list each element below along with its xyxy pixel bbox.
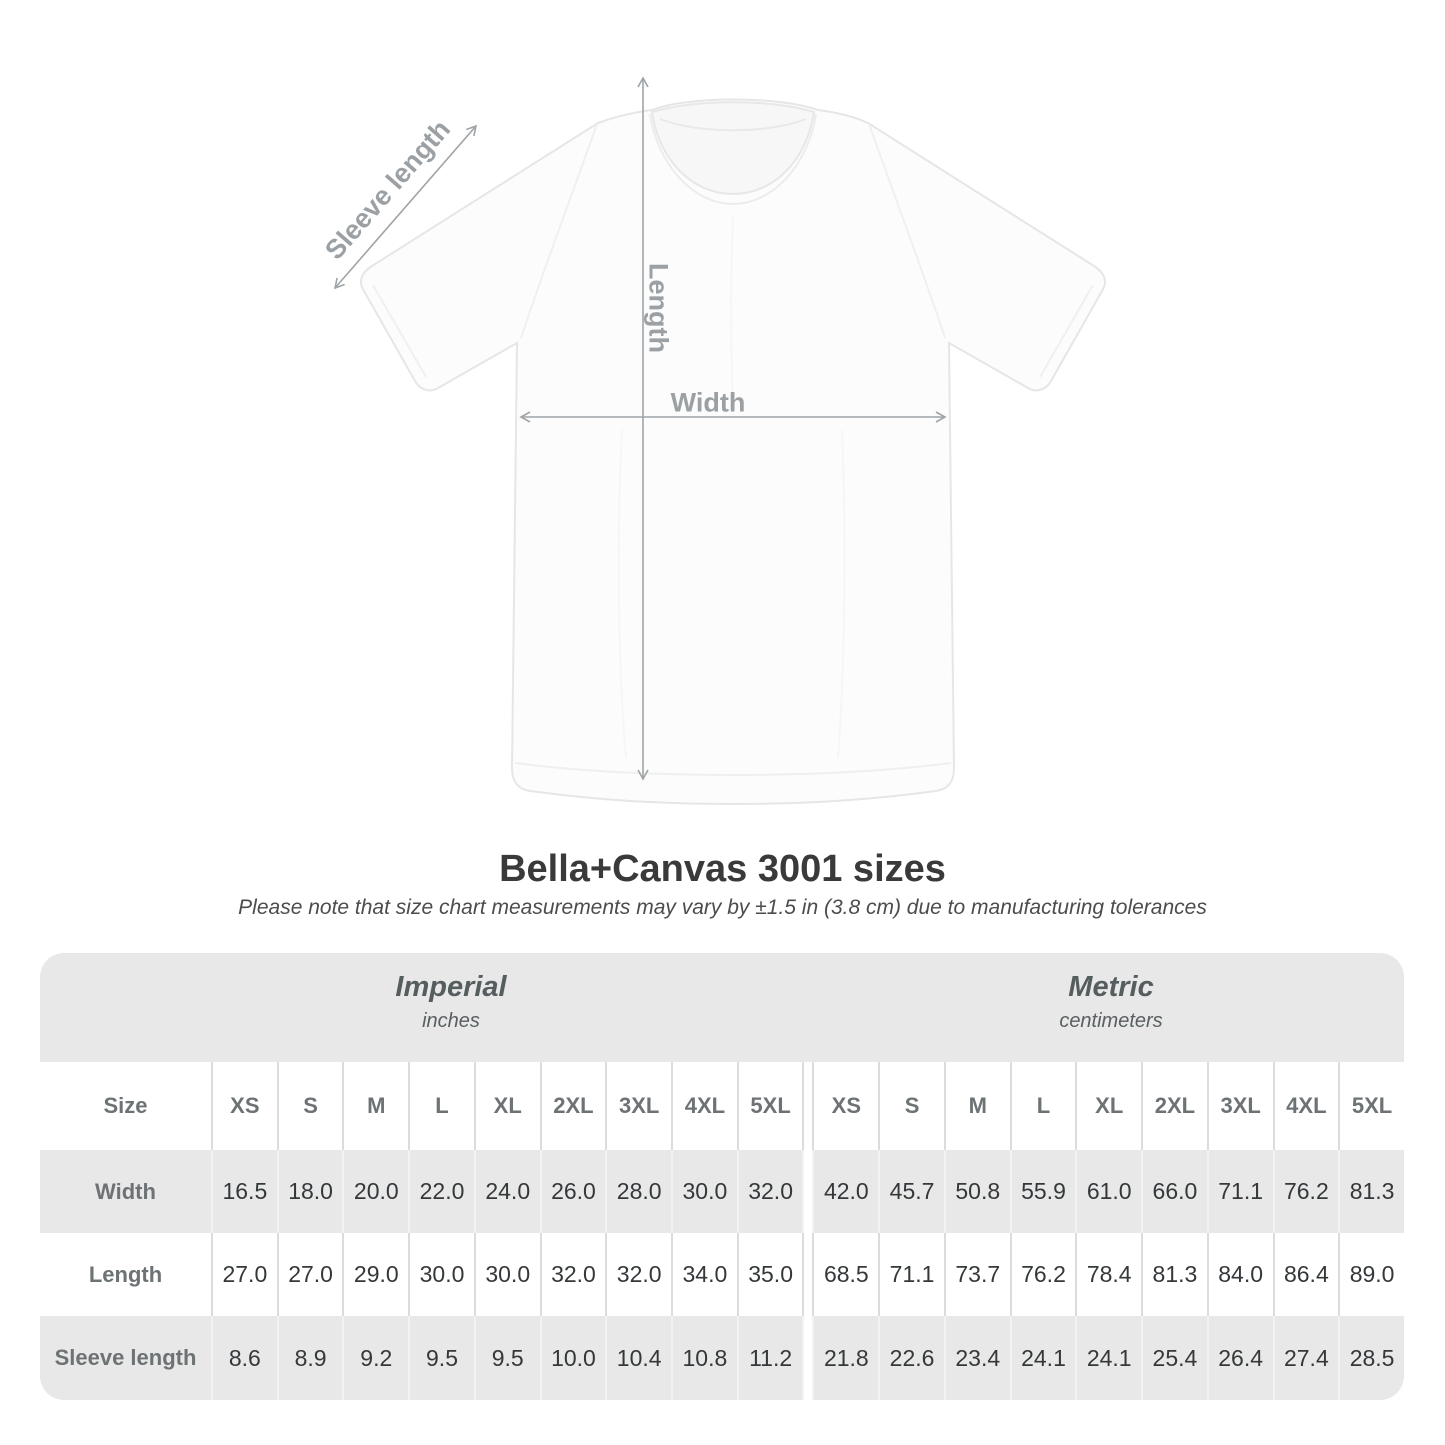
metric-title: Metric [1068, 971, 1154, 1003]
value-cell: 24.0 [474, 1150, 540, 1233]
value-cell: 22.0 [408, 1150, 474, 1233]
value-cell: 73.7 [944, 1233, 1010, 1316]
value-cell: 61.0 [1075, 1150, 1141, 1233]
value-cell: 81.3 [1141, 1233, 1207, 1316]
size-cell: 5XL [1338, 1062, 1404, 1150]
value-cell: 32.0 [605, 1233, 671, 1316]
value-cell: 18.0 [277, 1150, 343, 1233]
value-cell: 21.8 [812, 1316, 878, 1400]
table-body [40, 1150, 1404, 1400]
value-cell: 71.1 [878, 1233, 944, 1316]
length-label: Length [643, 263, 674, 353]
tshirt-shape [361, 100, 1105, 805]
size-cell: XL [1075, 1062, 1141, 1150]
value-cell: 42.0 [812, 1150, 878, 1233]
value-cell: 78.4 [1075, 1233, 1141, 1316]
value-cell: 27.0 [211, 1233, 277, 1316]
value-cell: 30.0 [474, 1233, 540, 1316]
table-row [40, 1233, 1404, 1316]
value-cell: 76.2 [1010, 1233, 1076, 1316]
value-cell: 27.4 [1273, 1316, 1339, 1400]
unit-header-band [40, 953, 1404, 1062]
value-cell: 27.0 [277, 1233, 343, 1316]
value-cell: 30.0 [671, 1150, 737, 1233]
value-cell: 84.0 [1207, 1233, 1273, 1316]
imperial-title: Imperial [395, 971, 507, 1003]
sleeve-length-label: Sleeve length [319, 114, 457, 266]
value-cell: 20.0 [342, 1150, 408, 1233]
imperial-header [395, 971, 506, 1032]
page-title: Bella+Canvas 3001 sizes [499, 848, 946, 890]
size-cell: 4XL [671, 1062, 737, 1150]
size-cell: 2XL [1141, 1062, 1207, 1150]
value-cell: 86.4 [1273, 1233, 1339, 1316]
row-label: Sleeve length [40, 1316, 211, 1400]
size-cell: 5XL [737, 1062, 805, 1150]
size-cell: S [277, 1062, 343, 1150]
value-cell: 16.5 [211, 1150, 277, 1233]
size-cell: 4XL [1273, 1062, 1339, 1150]
value-cell: 81.3 [1338, 1150, 1404, 1233]
value-cell: 9.5 [408, 1316, 474, 1400]
value-cell: 32.0 [737, 1150, 805, 1233]
table-row [40, 1150, 1404, 1233]
value-cell: 10.0 [540, 1316, 606, 1400]
size-cell: S [878, 1062, 944, 1150]
value-cell: 68.5 [812, 1233, 878, 1316]
value-cell: 26.4 [1207, 1316, 1273, 1400]
size-cell: M [342, 1062, 408, 1150]
size-cell: 2XL [540, 1062, 606, 1150]
size-cell: XS [812, 1062, 878, 1150]
size-table [40, 953, 1404, 1400]
value-cell: 28.0 [605, 1150, 671, 1233]
value-cell: 71.1 [1207, 1150, 1273, 1233]
value-cell: 32.0 [540, 1233, 606, 1316]
row-label: Length [40, 1233, 211, 1316]
value-cell: 34.0 [671, 1233, 737, 1316]
size-cell: XL [474, 1062, 540, 1150]
value-cell: 35.0 [737, 1233, 805, 1316]
value-cell: 24.1 [1010, 1316, 1076, 1400]
metric-unit: centimeters [1059, 1010, 1163, 1032]
metric-header [1059, 971, 1162, 1032]
value-cell: 28.5 [1338, 1316, 1404, 1400]
value-cell: 45.7 [878, 1150, 944, 1233]
size-cell: XS [211, 1062, 277, 1150]
row-label: Width [40, 1150, 211, 1233]
value-cell: 9.2 [342, 1316, 408, 1400]
value-cell: 76.2 [1273, 1150, 1339, 1233]
value-cell: 22.6 [878, 1316, 944, 1400]
value-cell: 11.2 [737, 1316, 805, 1400]
value-cell: 30.0 [408, 1233, 474, 1316]
size-cell: 3XL [605, 1062, 671, 1150]
size-row-label: Size [40, 1062, 211, 1150]
value-cell: 66.0 [1141, 1150, 1207, 1233]
size-cell: L [1010, 1062, 1076, 1150]
value-cell: 55.9 [1010, 1150, 1076, 1233]
value-cell: 24.1 [1075, 1316, 1141, 1400]
value-cell: 25.4 [1141, 1316, 1207, 1400]
value-cell: 50.8 [944, 1150, 1010, 1233]
value-cell: 29.0 [342, 1233, 408, 1316]
width-label: Width [670, 387, 746, 418]
size-header-row [40, 1062, 1404, 1150]
value-cell: 89.0 [1338, 1233, 1404, 1316]
size-cell: M [944, 1062, 1010, 1150]
value-cell: 10.4 [605, 1316, 671, 1400]
size-cell: 3XL [1207, 1062, 1273, 1150]
value-cell: 9.5 [474, 1316, 540, 1400]
value-cell: 23.4 [944, 1316, 1010, 1400]
imperial-unit: inches [422, 1010, 480, 1032]
value-cell: 8.6 [211, 1316, 277, 1400]
size-cell: L [408, 1062, 474, 1150]
value-cell: 26.0 [540, 1150, 606, 1233]
page-subtitle: Please note that size chart measurements may vary by ±1.5 in (3.8 cm) due to manufacturing tolerances [238, 896, 1207, 919]
value-cell: 10.8 [671, 1316, 737, 1400]
table-row [40, 1316, 1404, 1400]
value-cell: 8.9 [277, 1316, 343, 1400]
